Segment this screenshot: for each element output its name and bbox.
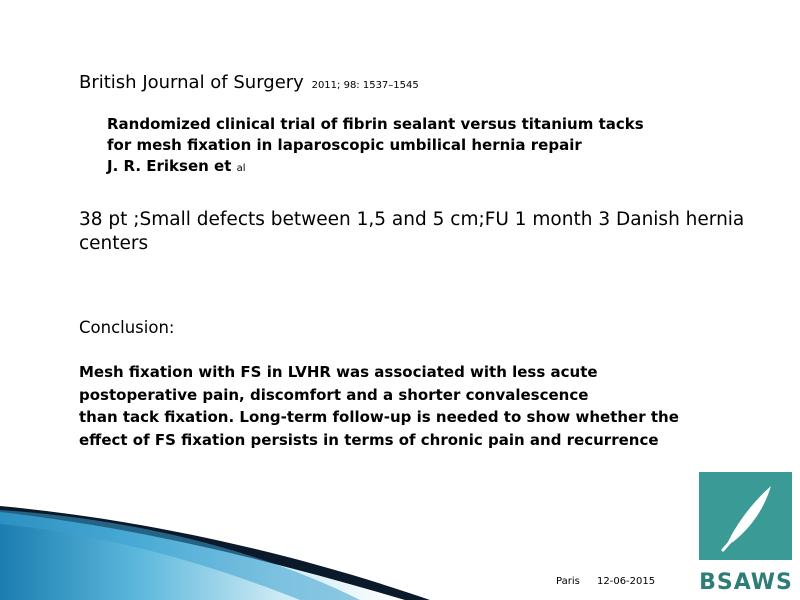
journal-reference (79, 72, 419, 93)
conclusion-line-3: than tack fixation. Long-term follow-up is needed to show whether the (79, 408, 679, 426)
journal-name: British Journal of Surgery (79, 72, 304, 93)
study-summary: 38 pt ;Small defects between 1,5 and 5 cm;FU 1 month 3 Danish hernia centers (79, 209, 745, 254)
feather-icon (699, 472, 792, 560)
conclusion-body (79, 361, 679, 451)
article-title-line-2: for mesh fixation in laparoscopic umbilical hernia repair (107, 136, 582, 154)
logo-text: BSAWS (699, 570, 793, 595)
article-block (107, 114, 644, 179)
article-authors (107, 156, 644, 179)
footer-city: Paris (556, 576, 580, 587)
journal-citation: 2011; 98: 1537–1545 (311, 80, 419, 91)
authors-suffix: al (236, 163, 246, 174)
article-title-line-1: Randomized clinical trial of fibrin sealant versus titanium tacks (107, 115, 644, 133)
footer-date: 12-06-2015 (597, 576, 656, 587)
authors-name: J. R. Eriksen et (107, 157, 232, 175)
conclusion-line-1: Mesh fixation with FS in LVHR was associated with less acute (79, 363, 598, 381)
bsaws-logo (699, 472, 792, 560)
conclusion-heading: Conclusion: (79, 318, 175, 337)
conclusion-line-2: postoperative pain, discomfort and a shorter convalescence (79, 385, 589, 404)
decorative-wave (0, 490, 800, 600)
conclusion-line-4: effect of FS fixation persists in terms of chronic pain and recurrence (79, 430, 659, 449)
